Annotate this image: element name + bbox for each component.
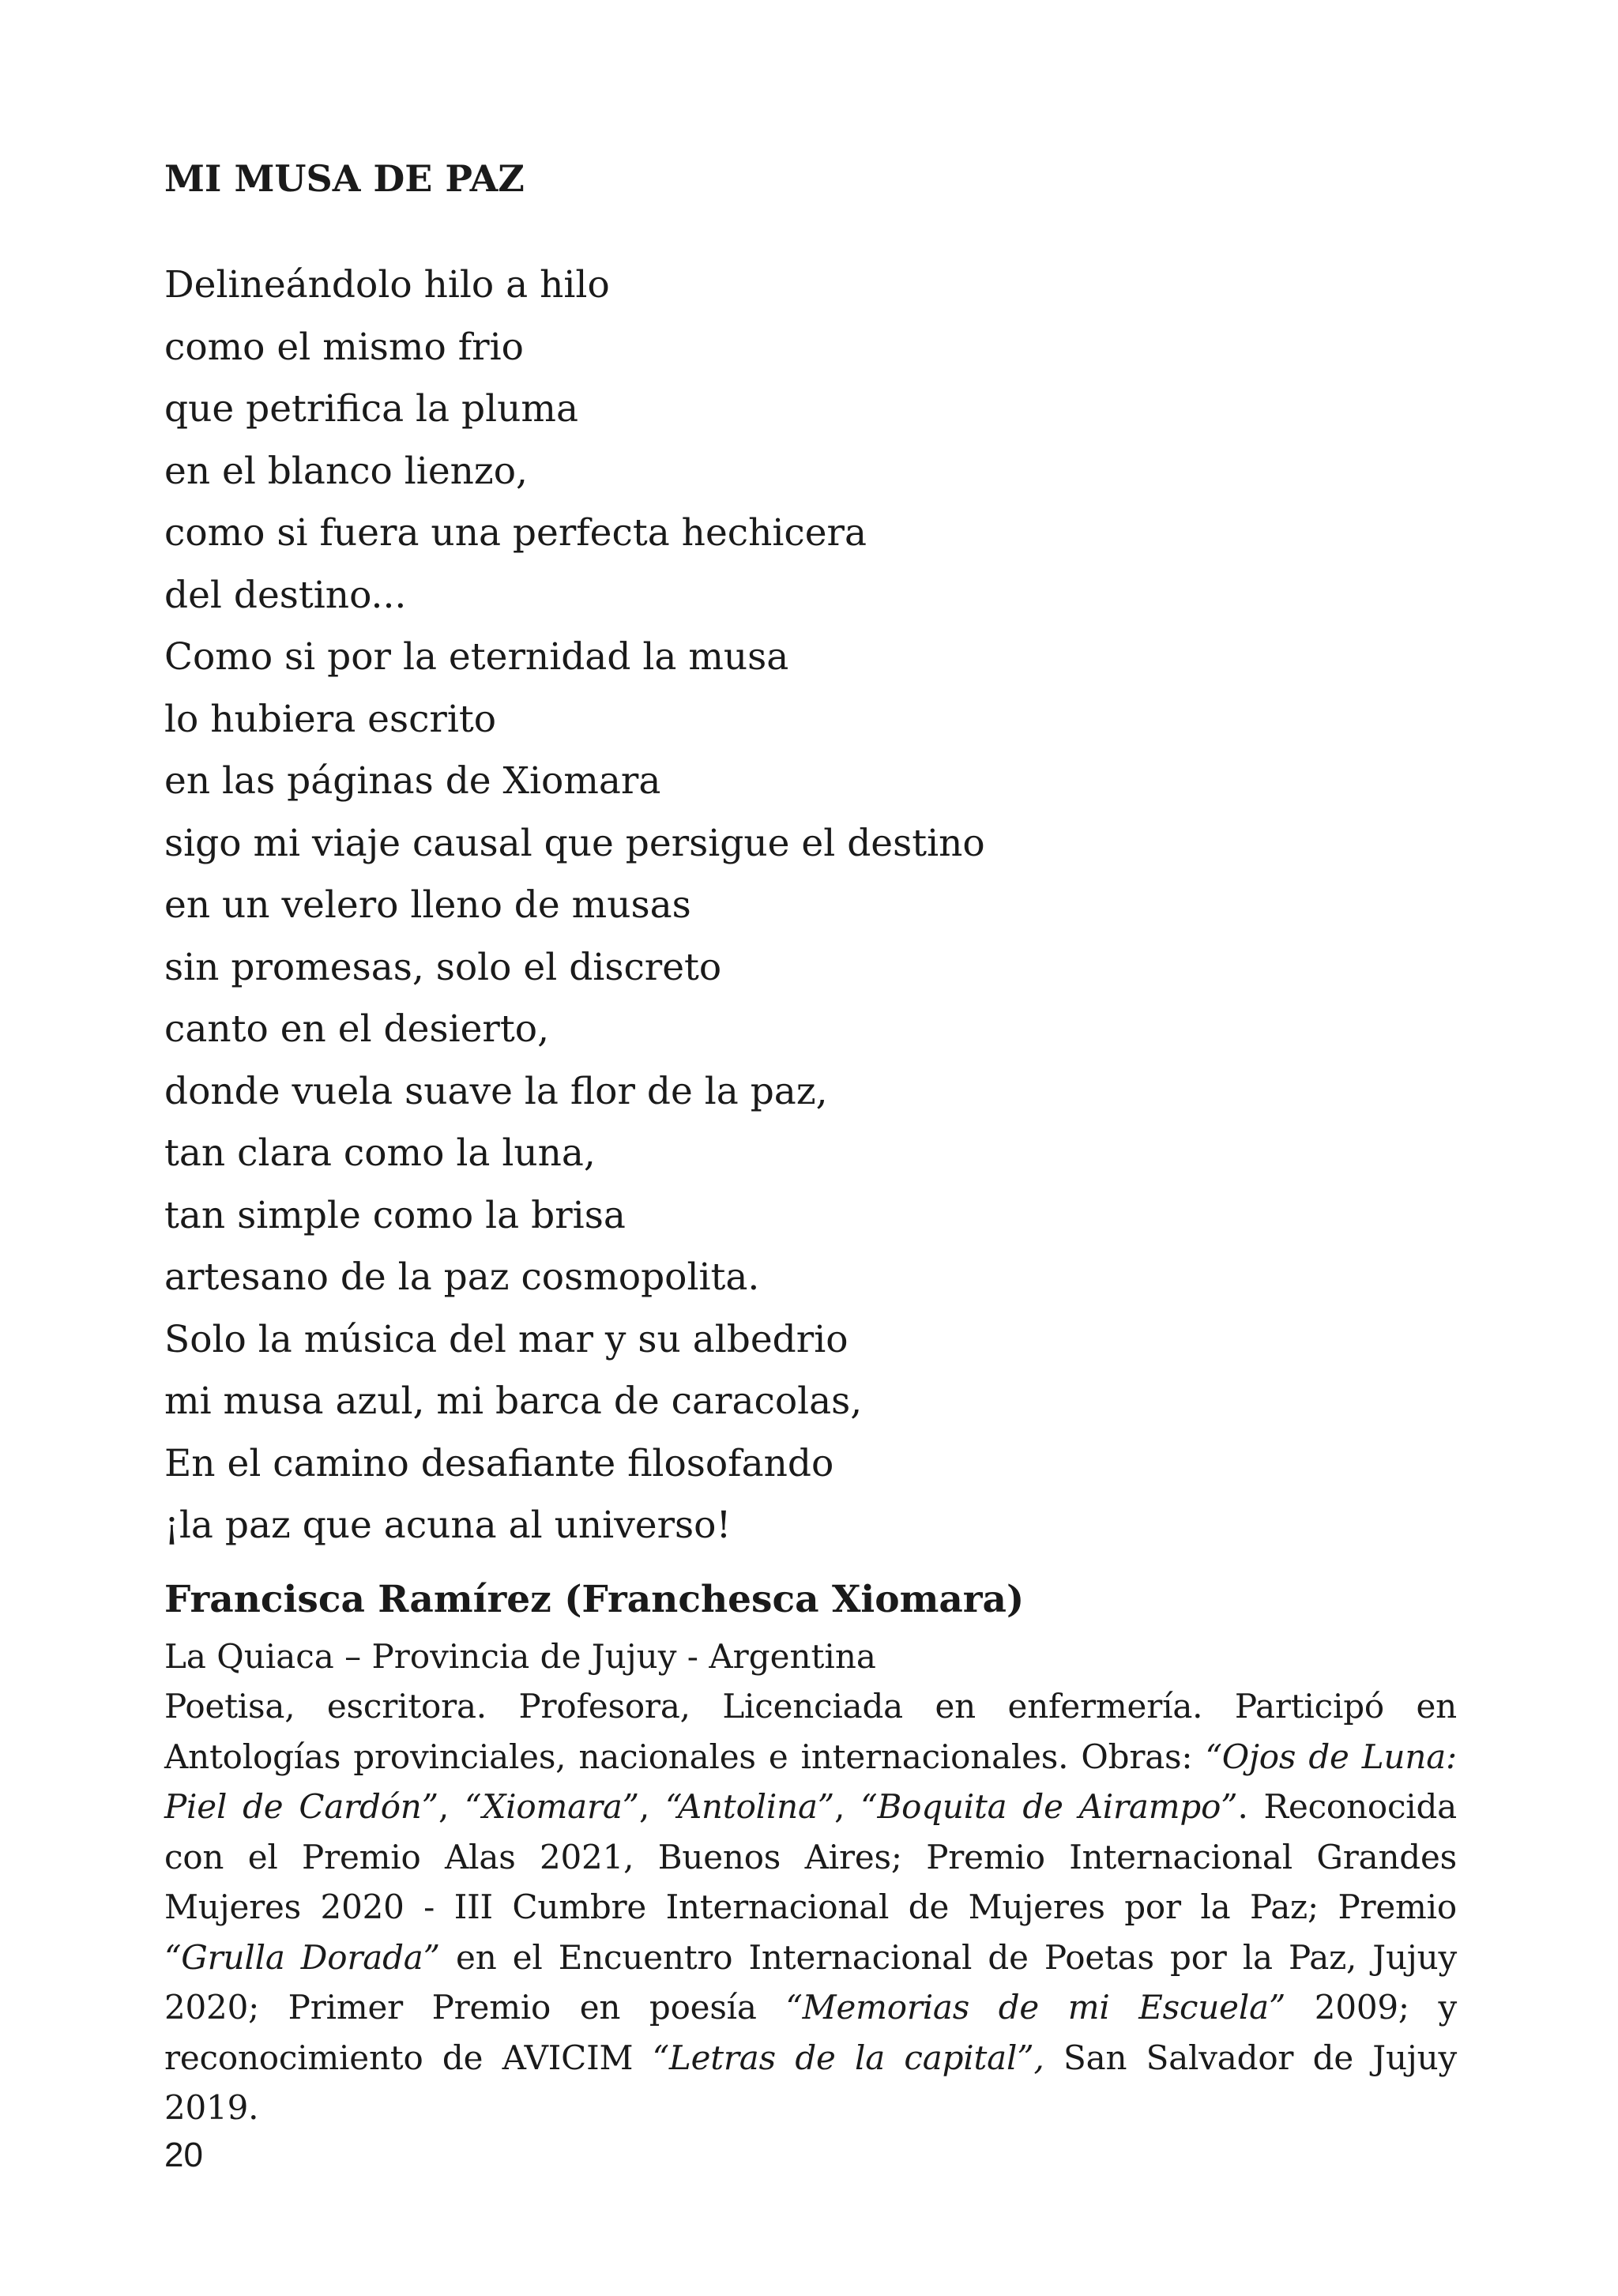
bio-text: . Reconocida con el Premio Alas 2021, Buenos Aires; Premio Internacional Grandes Mujeres 2020 - III Cumbre Internacional de Mujeres por la Paz; Premio xyxy=(164,1787,1458,1926)
bio-work-title: “Antolina” xyxy=(665,1787,835,1826)
bio-text: , xyxy=(638,1787,666,1826)
poem-line: tan clara como la luna, xyxy=(164,1131,596,1175)
poem-line: tan simple como la brisa xyxy=(164,1193,626,1237)
poem-line: artesano de la paz cosmopolita. xyxy=(164,1255,760,1299)
bio-work-title: “Ojos de Luna: Piel de Cardón” xyxy=(164,1737,1457,1826)
poem-line: como el mismo frio xyxy=(164,325,524,369)
bio-text: 2009; y reconocimiento de AVICIM xyxy=(164,1988,1457,2077)
bio-work-title: “Xiomara” xyxy=(465,1787,639,1826)
poem-line: del destino... xyxy=(164,573,407,617)
author-name: Francisca Ramírez (Franchesca Xiomara) xyxy=(164,1578,1025,1621)
author-bio xyxy=(164,1681,1457,2133)
poem-line: en un velero lleno de musas xyxy=(164,883,691,927)
bio-text: en el Encuentro Internacional de Poetas por la Paz, Jujuy 2020; Primer Premio en poesía xyxy=(164,1937,1457,2027)
poem-line: En el camino desafiante filosofando xyxy=(164,1441,834,1485)
page-number: 20 xyxy=(164,2136,203,2174)
bio-text: San Salvador de Jujuy 2019. xyxy=(164,2038,1457,2127)
poem-line: Solo la música del mar y su albedrio xyxy=(164,1317,849,1361)
poem-line: sigo mi viaje causal que persigue el destino xyxy=(164,821,985,865)
poem-body xyxy=(164,254,985,1557)
bio-work-title: “Grulla Dorada” xyxy=(164,1937,440,1977)
poem-line: mi musa azul, mi barca de caracolas, xyxy=(164,1379,863,1423)
poem-title: MI MUSA DE PAZ xyxy=(164,157,525,200)
poem-line: Como si por la eternidad la musa xyxy=(164,635,789,679)
poem-line: sin promesas, solo el discreto xyxy=(164,945,722,989)
bio-work-title: “Letras de la capital”, xyxy=(652,2038,1044,2077)
bio-text: , xyxy=(438,1787,465,1826)
poem-line: en el blanco lienzo, xyxy=(164,449,528,493)
bio-text: Poetisa, escritora. Profesora, Licenciada en enfermería. Participó en Antologías provinciales, nacionales e internacionales. Obras: xyxy=(164,1687,1457,1776)
bio-text: , xyxy=(834,1787,861,1826)
poem-line: como si fuera una perfecta hechicera xyxy=(164,511,867,555)
poem-line: Delineándolo hilo a hilo xyxy=(164,263,610,307)
poem-line: que petrifica la pluma xyxy=(164,387,578,431)
poem-line: lo hubiera escrito xyxy=(164,697,497,741)
poem-line: donde vuela suave la flor de la paz, xyxy=(164,1069,828,1113)
poem-line: ¡la paz que acuna al universo! xyxy=(164,1504,732,1547)
author-location: La Quiaca – Provincia de Jujuy - Argentina xyxy=(164,1637,876,1676)
poem-line: canto en el desierto, xyxy=(164,1007,550,1051)
bio-work-title: “Boquita de Airampo” xyxy=(860,1787,1238,1826)
poem-line: en las páginas de Xiomara xyxy=(164,759,661,803)
bio-work-title: “Memorias de mi Escuela” xyxy=(785,1988,1286,2027)
